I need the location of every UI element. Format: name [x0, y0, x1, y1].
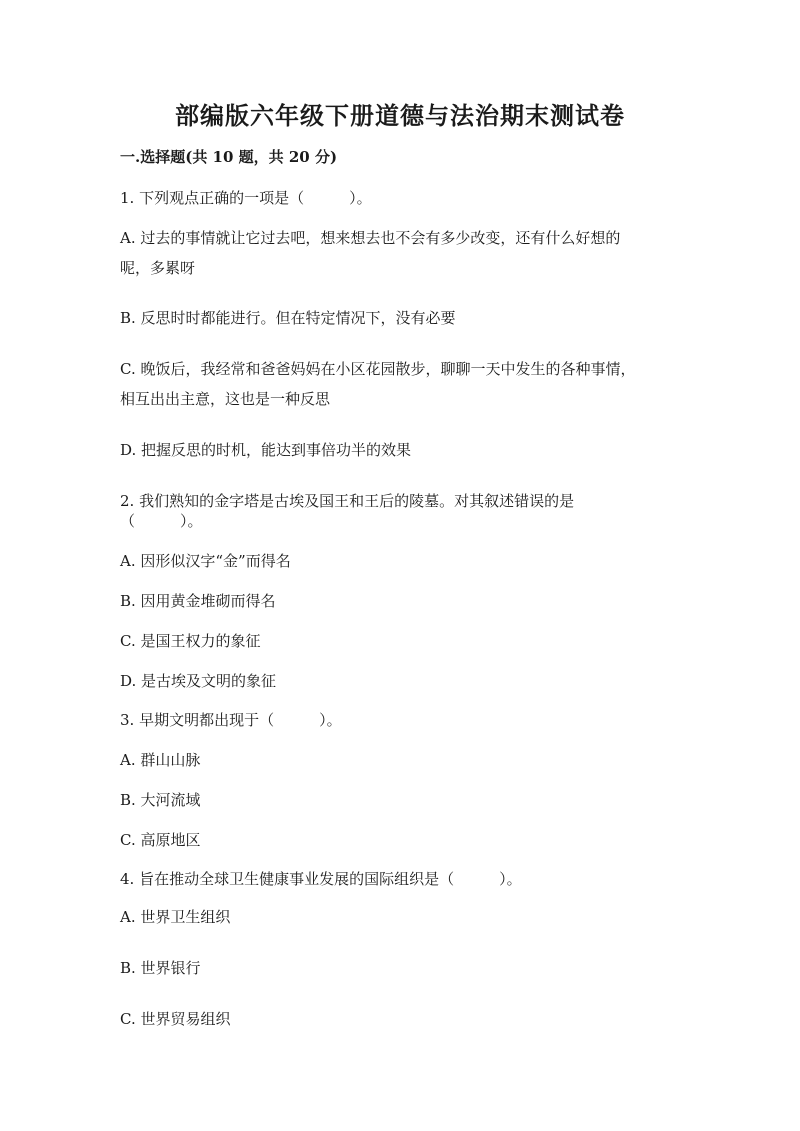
question-1-option-d: D. 把握反思的时机，能达到事倍功半的效果 — [120, 441, 412, 459]
question-2-stem: 2. 我们熟知的金字塔是古埃及国王和王后的陵墓。对其叙述错误的是 — [120, 492, 575, 510]
question-1-option-b: B. 反思时时都能进行。但在特定情况下，没有必要 — [120, 309, 456, 327]
question-1-stem: 1. 下列观点正确的一项是（ ）。 — [120, 189, 372, 207]
question-2-stem-cont: （ ）。 — [120, 512, 203, 530]
question-3-stem: 3. 早期文明都出现于（ ）。 — [120, 711, 342, 729]
question-3-option-b: B. 大河流域 — [120, 791, 201, 809]
question-1-option-c-cont: 相互出出主意，这也是一种反思 — [120, 390, 331, 408]
section-heading: 一.选择题(共 10 题，共 20 分) — [120, 148, 338, 166]
question-1-option-a-cont: 呢，多累呀 — [120, 259, 196, 277]
page-title: 部编版六年级下册道德与法治期末测试卷 — [175, 101, 625, 130]
question-2-option-a: A. 因形似汉字“金”而得名 — [120, 552, 291, 570]
question-4-option-b: B. 世界银行 — [120, 959, 201, 977]
question-2-option-c: C. 是国王权力的象征 — [120, 632, 261, 650]
question-2-option-b: B. 因用黄金堆砌而得名 — [120, 592, 276, 610]
question-1-option-c: C. 晚饭后，我经常和爸爸妈妈在小区花园散步，聊聊一天中发生的各种事情， — [120, 360, 636, 378]
question-1-option-a: A. 过去的事情就让它过去吧，想来想去也不会有多少改变，还有什么好想的 — [120, 229, 621, 247]
question-4-option-c: C. 世界贸易组织 — [120, 1010, 231, 1028]
question-2-option-d: D. 是古埃及文明的象征 — [120, 672, 277, 690]
question-4-stem: 4. 旨在推动全球卫生健康事业发展的国际组织是（ ）。 — [120, 870, 522, 888]
question-3-option-c: C. 高原地区 — [120, 831, 201, 849]
question-3-option-a: A. 群山山脉 — [120, 751, 201, 769]
question-4-option-a: A. 世界卫生组织 — [120, 908, 231, 926]
